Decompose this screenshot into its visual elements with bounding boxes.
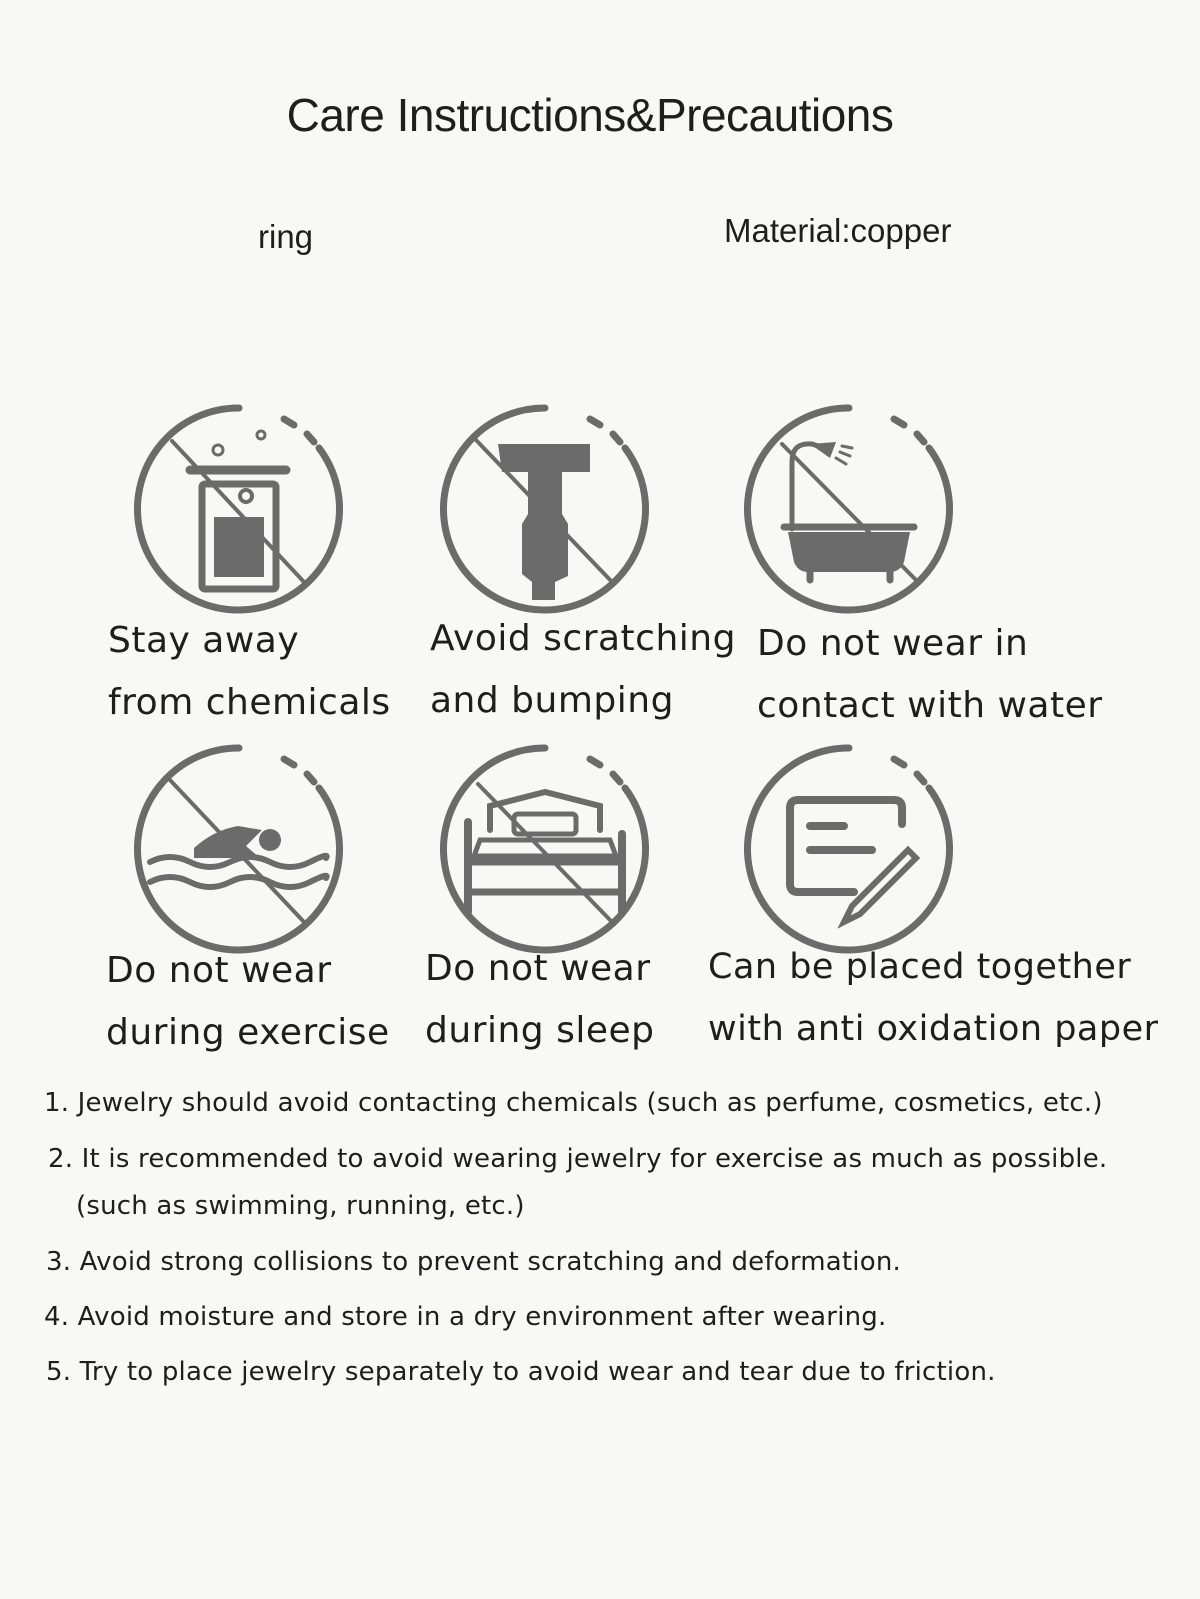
hammer-icon (440, 404, 650, 614)
page-title: Care Instructions&Precautions (286, 89, 894, 141)
care-caption: Can be placed together with anti oxidation paper (708, 947, 1159, 1049)
care-caption: Do not wear in contact with water (757, 623, 1103, 726)
care-caption: Avoid scratching and bumping (430, 618, 736, 721)
chemicals-icon (134, 404, 344, 614)
list-item: 4. Avoid moisture and store in a dry environment after wearing. (44, 1302, 887, 1332)
bathtub-icon (744, 404, 954, 614)
list-item: 3. Avoid strong collisions to prevent scratching and deformation. (46, 1247, 901, 1277)
material-label: Material:copper (724, 212, 952, 249)
bed-icon (440, 744, 650, 954)
note-pencil-icon (744, 744, 954, 954)
swimming-icon (134, 744, 344, 954)
list-item: 2. It is recommended to avoid wearing jewelry for exercise as much as possible. (48, 1144, 1108, 1174)
list-item: 1. Jewelry should avoid contacting chemicals (such as perfume, cosmetics, etc.) (44, 1088, 1103, 1118)
product-type: ring (258, 218, 314, 255)
list-item: (such as swimming, running, etc.) (76, 1191, 525, 1221)
care-caption: Do not wear during sleep (425, 948, 655, 1051)
care-caption: Do not wear during exercise (106, 950, 390, 1053)
list-item: 5. Try to place jewelry separately to avoid wear and tear due to friction. (46, 1357, 996, 1387)
care-caption: Stay away from chemicals (108, 620, 391, 723)
